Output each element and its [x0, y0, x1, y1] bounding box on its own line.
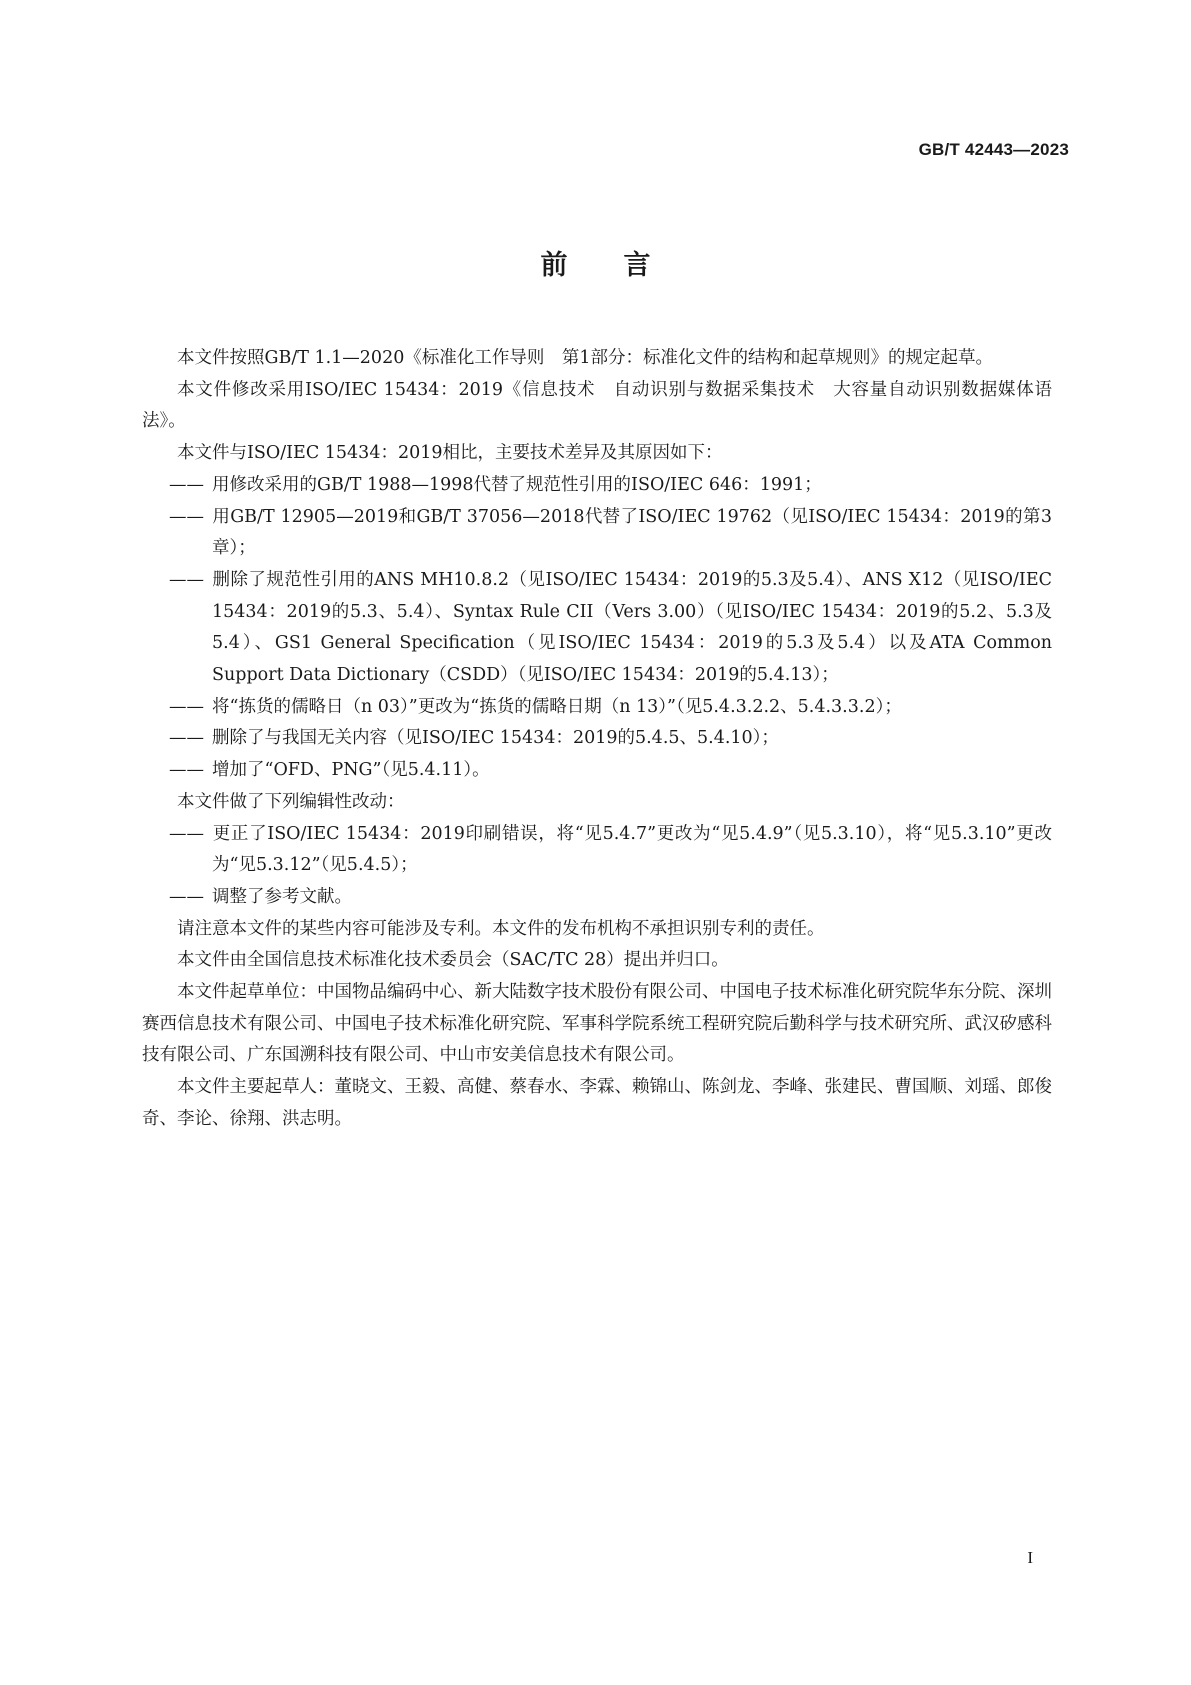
list-item-text: 用修改采用的GB/T 1988—1998代替了规范性引用的ISO/IEC 646：1991； [212, 474, 822, 495]
paragraph-patent-notice: 请注意本文件的某些内容可能涉及专利。本文件的发布机构不承担识别专利的责任。 [177, 918, 825, 939]
list-item-text: 更正了ISO/IEC 15434：2019印刷错误，将“见5.4.7”更改为“见5.4.9”（见5.3.10），将“见5.3.10”更改为“见5.3.12”（见5.4.5）； [212, 823, 1052, 876]
standard-number: GB/T 42443—2023 [918, 140, 1069, 159]
document-body [142, 343, 1052, 1136]
list-item-text: 删除了规范性引用的ANS MH10.8.2（见ISO/IEC 15434：2019的5.3及5.4）、ANS X12（见ISO/IEC 15434：2019的5.3、5.4）、Syntax Rule CII（Vers 3.00）（见ISO/IEC 15434：2019的5.2、5.3及5.4）、GS1 General Specification（见ISO/IEC 15434：2019的5.3及5.4）以及ATA Common Support Data Dictionary（CSDD）（见ISO/IEC 15434：2019的5.4.13）； [212, 569, 1052, 686]
dash-marker: —— [169, 696, 204, 717]
list-item-text: 增加了“OFD、PNG”（见5.4.11）。 [212, 760, 490, 781]
list-item-text: 删除了与我国无关内容（见ISO/IEC 15434：2019的5.4.5、5.4.10）； [212, 728, 779, 749]
paragraph-drafting-units: 本文件起草单位：中国物品编码中心、新大陆数字技术股份有限公司、中国电子技术标准化研究院华东分院、深圳赛西信息技术有限公司、中国电子技术标准化研究院、军事科学院系统工程研究院后勤科学与技术研究所、武汉矽感科技有限公司、广东国溯科技有限公司、中山市安美信息技术有限公司。 [142, 982, 1052, 1066]
paragraph-drafters: 本文件主要起草人：董晓文、王毅、高健、蔡春水、李霖、赖锦山、陈剑龙、李峰、张建民、曹国顺、刘瑶、郎俊奇、李论、徐翔、洪志明。 [142, 1077, 1052, 1129]
paragraph-drafting-rules: 本文件按照GB/T 1.1—2020《标准化工作导则 第1部分：标准化文件的结构和起草规则》的规定起草。 [177, 348, 993, 368]
dash-marker: —— [169, 474, 204, 495]
list-item-difference [142, 692, 1052, 724]
dash-marker: —— [169, 728, 204, 749]
paragraph-adoption: 本文件修改采用ISO/IEC 15434：2019《信息技术 自动识别与数据采集技术 大容量自动识别数据媒体语法》。 [142, 379, 1052, 432]
list-item-difference [142, 565, 1052, 692]
page-number: I [1027, 1548, 1033, 1567]
list-item-text: 调整了参考文献。 [212, 886, 352, 907]
paragraph-proposer: 本文件由全国信息技术标准化技术委员会（SAC/TC 28）提出并归口。 [177, 950, 729, 971]
list-item-editorial [142, 882, 1052, 914]
dash-marker: —— [169, 886, 204, 907]
paragraph-differences-intro: 本文件与ISO/IEC 15434：2019相比，主要技术差异及其原因如下： [177, 443, 723, 464]
page-title: 前言 [540, 250, 707, 281]
dash-marker: —— [169, 506, 204, 527]
list-item-editorial [142, 819, 1052, 882]
list-item-difference [142, 502, 1052, 565]
paragraph-editorial-intro: 本文件做了下列编辑性改动： [177, 791, 405, 812]
list-item-difference [142, 755, 1052, 787]
list-item-text: 用GB/T 12905—2019和GB/T 37056—2018代替了ISO/IEC 19762（见ISO/IEC 15434：2019的第3章）； [212, 506, 1052, 559]
list-item-difference [142, 723, 1052, 755]
dash-marker: —— [169, 760, 204, 781]
dash-marker: —— [169, 569, 204, 590]
list-item-difference [142, 470, 1052, 502]
list-item-text: 将“拣货的儒略日（n 03）”更改为“拣货的儒略日期（n 13）”（见5.4.3.2.2、5.4.3.3.2）； [212, 696, 902, 717]
dash-marker: —— [169, 823, 204, 844]
